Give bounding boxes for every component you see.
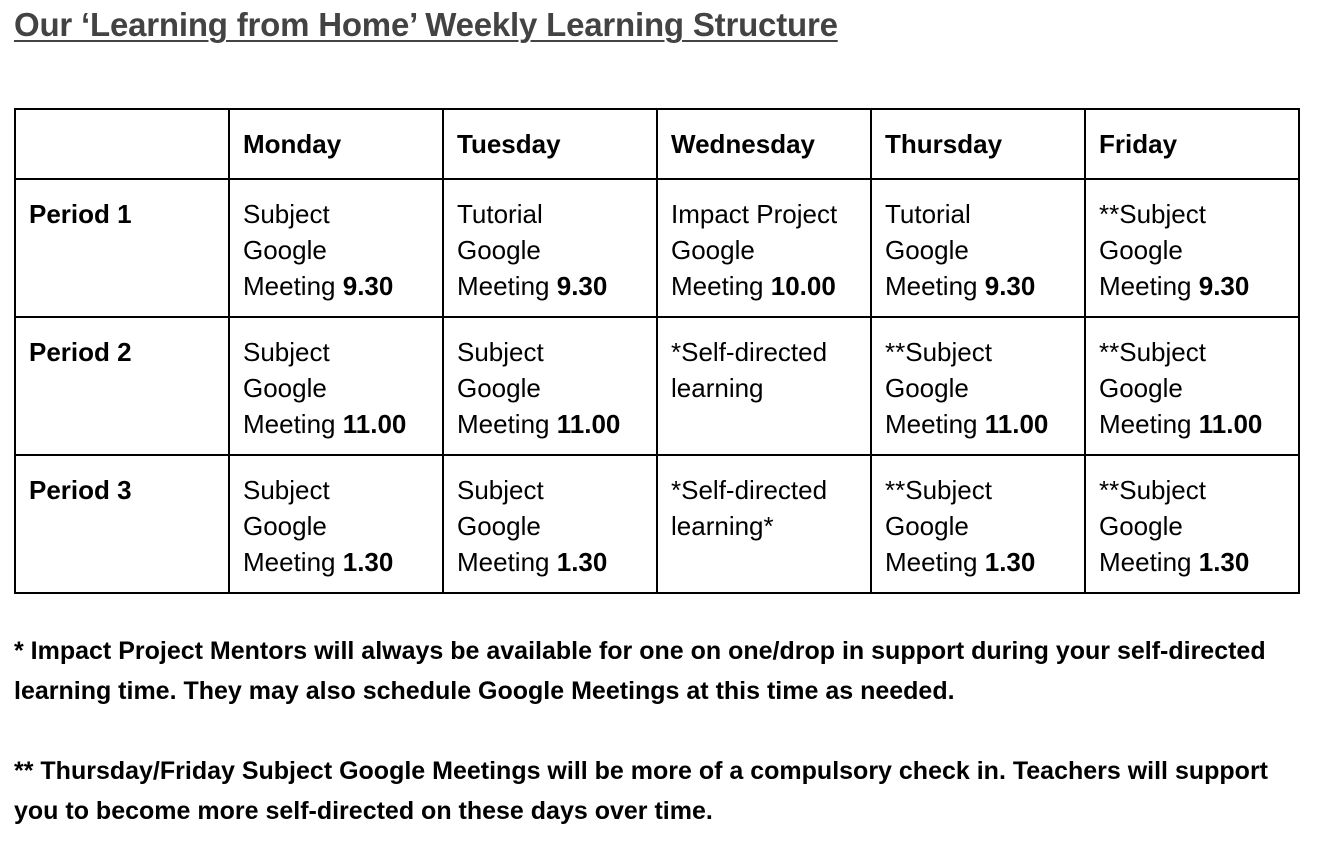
cell-meeting-word: Meeting bbox=[457, 271, 550, 301]
cell-line: Google bbox=[243, 235, 327, 265]
cell-line: learning* bbox=[671, 511, 774, 541]
period-label: Period 2 bbox=[15, 317, 229, 455]
cell-line bbox=[243, 406, 436, 442]
cell-line: Google bbox=[885, 511, 969, 541]
meeting-time: 10.00 bbox=[770, 271, 836, 301]
cell-meeting-word: Meeting bbox=[885, 409, 978, 439]
schedule-cell-monday bbox=[229, 179, 443, 317]
cell-meeting-word: Meeting bbox=[457, 409, 550, 439]
meeting-time: 9.30 bbox=[556, 271, 608, 301]
schedule-cell-wednesday bbox=[657, 317, 871, 455]
footnote-compulsory-check-in: ** Thursday/Friday Subject Google Meetings will be more of a compulsory check in. Teachers will support you to become more self-directed on these days over time. bbox=[14, 757, 1268, 825]
cell-line: Subject bbox=[457, 337, 544, 367]
cell-line: Subject bbox=[457, 475, 544, 505]
schedule-cell-tuesday bbox=[443, 455, 657, 593]
schedule-cell-monday bbox=[229, 317, 443, 455]
day-header-wednesday: Wednesday bbox=[657, 109, 871, 179]
cell-line bbox=[457, 544, 650, 580]
cell-meeting-word: Meeting bbox=[457, 547, 550, 577]
cell-line: Subject bbox=[243, 337, 330, 367]
day-header-monday: Monday bbox=[229, 109, 443, 179]
corner-cell bbox=[15, 109, 229, 179]
cell-line: **Subject bbox=[885, 337, 992, 367]
meeting-time: 9.30 bbox=[342, 271, 394, 301]
schedule-cell-tuesday bbox=[443, 179, 657, 317]
cell-line: **Subject bbox=[1099, 337, 1206, 367]
cell-line: Google bbox=[1099, 511, 1183, 541]
schedule-cell-friday bbox=[1085, 317, 1299, 455]
cell-line: Google bbox=[1099, 373, 1183, 403]
meeting-time: 1.30 bbox=[342, 547, 394, 577]
meeting-time: 1.30 bbox=[556, 547, 608, 577]
schedule-cell-thursday bbox=[871, 455, 1085, 593]
cell-line bbox=[243, 544, 436, 580]
cell-meeting-word: Meeting bbox=[671, 271, 764, 301]
cell-line bbox=[1099, 544, 1292, 580]
page-title: Our ‘Learning from Home’ Weekly Learning Structure bbox=[14, 6, 838, 43]
schedule-cell-monday bbox=[229, 455, 443, 593]
meeting-time: 1.30 bbox=[1198, 547, 1250, 577]
schedule-cell-thursday bbox=[871, 179, 1085, 317]
cell-line bbox=[1099, 268, 1292, 304]
cell-meeting-word: Meeting bbox=[243, 271, 336, 301]
cell-line: Google bbox=[243, 511, 327, 541]
cell-line: *Self-directed bbox=[671, 475, 828, 505]
cell-line: Google bbox=[1099, 235, 1183, 265]
cell-line bbox=[457, 268, 650, 304]
cell-meeting-word: Meeting bbox=[243, 547, 336, 577]
day-header-thursday: Thursday bbox=[871, 109, 1085, 179]
day-header-friday: Friday bbox=[1085, 109, 1299, 179]
weekly-schedule-table bbox=[14, 108, 1300, 594]
table-row bbox=[15, 179, 1299, 317]
meeting-time: 9.30 bbox=[1198, 271, 1250, 301]
cell-line: **Subject bbox=[1099, 475, 1206, 505]
meeting-time: 11.00 bbox=[984, 409, 1049, 439]
meeting-time: 11.00 bbox=[556, 409, 621, 439]
schedule-cell-friday bbox=[1085, 455, 1299, 593]
cell-meeting-word: Meeting bbox=[243, 409, 336, 439]
meeting-time: 9.30 bbox=[984, 271, 1036, 301]
table-row bbox=[15, 317, 1299, 455]
schedule-cell-friday bbox=[1085, 179, 1299, 317]
cell-line: **Subject bbox=[1099, 199, 1206, 229]
period-label: Period 1 bbox=[15, 179, 229, 317]
cell-line: Google bbox=[671, 235, 755, 265]
schedule-cell-wednesday bbox=[657, 455, 871, 593]
schedule-cell-thursday bbox=[871, 317, 1085, 455]
schedule-cell-wednesday bbox=[657, 179, 871, 317]
cell-line: *Self-directed bbox=[671, 337, 828, 367]
cell-line bbox=[885, 544, 1078, 580]
cell-line: Impact Project bbox=[671, 199, 838, 229]
cell-line: Google bbox=[243, 373, 327, 403]
cell-line: Subject bbox=[243, 199, 330, 229]
cell-line: Tutorial bbox=[885, 199, 971, 229]
cell-line: learning bbox=[671, 373, 764, 403]
cell-meeting-word: Meeting bbox=[885, 547, 978, 577]
day-header-tuesday: Tuesday bbox=[443, 109, 657, 179]
cell-line: Google bbox=[885, 373, 969, 403]
cell-line bbox=[885, 268, 1078, 304]
cell-line bbox=[885, 406, 1078, 442]
cell-meeting-word: Meeting bbox=[1099, 271, 1192, 301]
table-row bbox=[15, 455, 1299, 593]
period-label: Period 3 bbox=[15, 455, 229, 593]
cell-line: Google bbox=[457, 235, 541, 265]
schedule-cell-tuesday bbox=[443, 317, 657, 455]
cell-meeting-word: Meeting bbox=[885, 271, 978, 301]
cell-line: Tutorial bbox=[457, 199, 543, 229]
cell-meeting-word: Meeting bbox=[1099, 547, 1192, 577]
cell-line bbox=[243, 268, 436, 304]
cell-line bbox=[1099, 406, 1292, 442]
cell-line: Google bbox=[885, 235, 969, 265]
cell-line bbox=[671, 268, 864, 304]
meeting-time: 11.00 bbox=[1198, 409, 1263, 439]
table-header-row bbox=[15, 109, 1299, 179]
meeting-time: 1.30 bbox=[984, 547, 1036, 577]
meeting-time: 11.00 bbox=[342, 409, 407, 439]
cell-line bbox=[457, 406, 650, 442]
cell-line: **Subject bbox=[885, 475, 992, 505]
footnote-mentors: * Impact Project Mentors will always be available for one on one/drop in support during your self-directed learning time. They may also schedule Google Meetings at this time as needed. bbox=[14, 637, 1266, 705]
cell-line: Google bbox=[457, 511, 541, 541]
cell-line: Subject bbox=[243, 475, 330, 505]
cell-line: Google bbox=[457, 373, 541, 403]
cell-meeting-word: Meeting bbox=[1099, 409, 1192, 439]
